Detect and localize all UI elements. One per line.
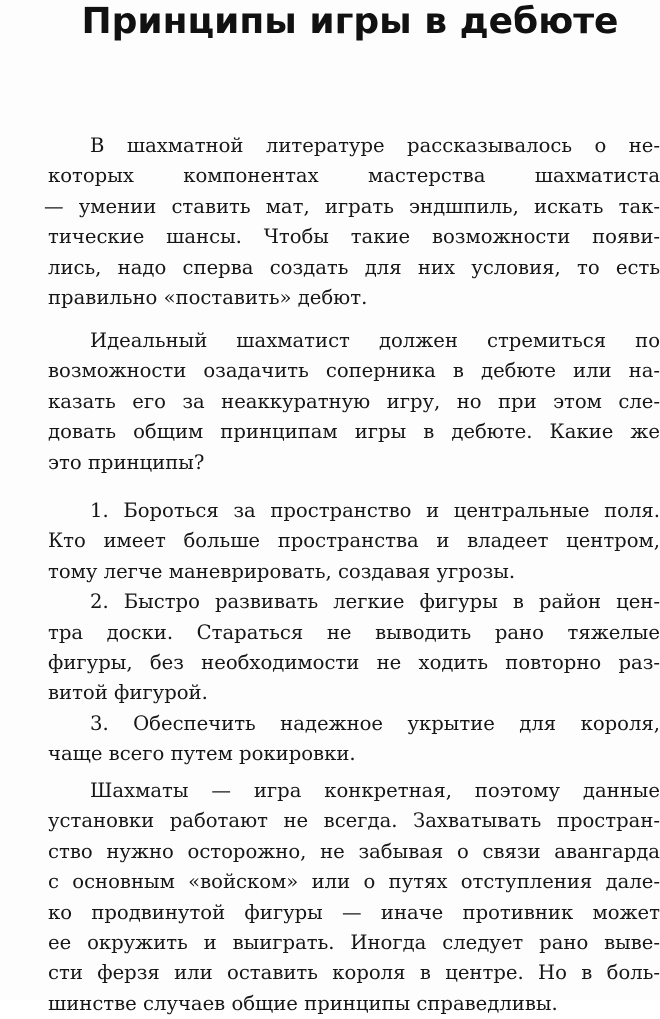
- text-line: тические шансы. Чтобы такие возможности появи-: [48, 225, 660, 249]
- text-line: Шахматы — игра конкретная, поэтому данные: [90, 779, 660, 802]
- text-line: установки работают не всегда. Захватывать простран-: [48, 809, 660, 833]
- text-line: чаще всего путем рокировки.: [48, 742, 356, 766]
- text-line: лись, надо сперва создать для них условия, то есть: [48, 255, 660, 279]
- paragraph-ideal-player: [48, 326, 660, 478]
- text-line: Кто имеет больше пространства и владеет центром,: [48, 529, 660, 553]
- text-line: шинстве случаев общие принципы справедливы.: [48, 991, 558, 1015]
- list-item: 2. Быстро развивать легкие фигуры в район цен-: [90, 590, 660, 614]
- text-line: это принципы?: [48, 450, 205, 474]
- text-line: Идеальный шахматист должен стремиться по: [90, 329, 660, 352]
- principles-list: [48, 496, 660, 770]
- list-item: 3. Обеспечить надежное укрытие для короля,: [90, 711, 660, 735]
- text-line: казать его за неаккуратную игру, но при этом сле-: [48, 389, 660, 413]
- text-line: витой фигурой.: [48, 681, 208, 705]
- paragraph-intro: [44, 131, 660, 313]
- text-line: сти ферзя или оставить короля в центре. Но в боль-: [48, 961, 660, 985]
- text-line: тра доски. Стараться не выводить рано тяжелые: [48, 620, 660, 644]
- text-line: которых компонентах мастерства шахматиста: [48, 164, 660, 188]
- text-line: довать общим принципам игры в дебюте. Какие же: [48, 420, 660, 444]
- text-line: тому легче маневрировать, создавая угрозы.: [48, 559, 516, 583]
- text-line: В шахматной литературе рассказывалось о не-: [90, 134, 660, 157]
- list-item: 1. Бороться за пространство и центральные поля.: [90, 499, 660, 522]
- text-line: фигуры, без необходимости не ходить повторно раз-: [48, 651, 660, 675]
- text-line: ко продвинутой фигуры — иначе противник может: [48, 900, 660, 924]
- paragraph-conclusion: [48, 776, 660, 1019]
- text-line: правильно «поставить» дебют.: [48, 286, 368, 310]
- page-title: Принципы игры в дебюте: [81, 1, 619, 42]
- text-line: с основным «войском» или о путях отступления дале-: [48, 870, 660, 894]
- text-line: ее окружить и выиграть. Иногда следует рано выве-: [48, 931, 660, 955]
- text-line: возможности озадачить соперника в дебюте или на-: [48, 359, 660, 383]
- text-line: — умении ставить мат, играть эндшпиль, искать так-: [44, 194, 660, 218]
- text-line: ство нужно осторожно, не забывая о связи авангарда: [48, 839, 660, 863]
